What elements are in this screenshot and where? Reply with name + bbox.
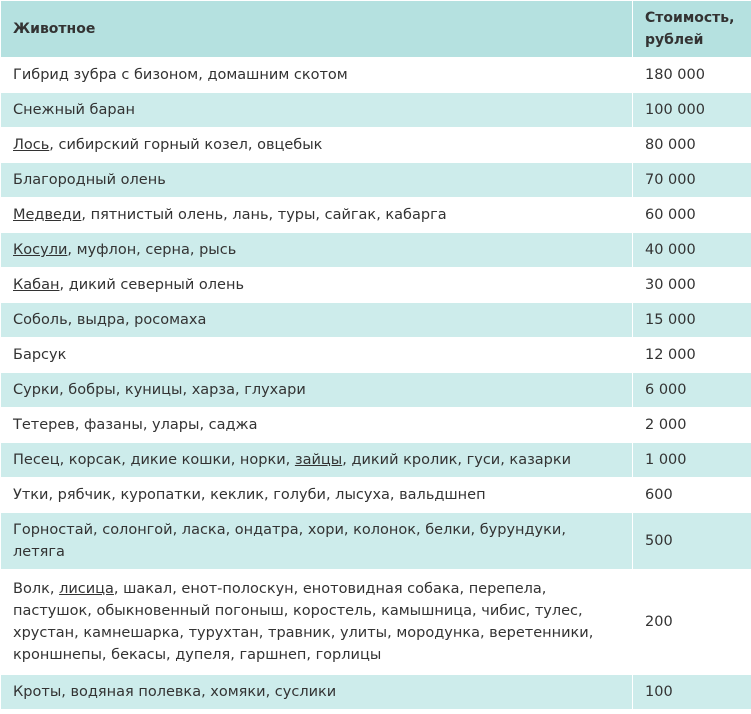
animal-text: , пятнистый олень, лань, туры, сайгак, кабарга xyxy=(81,207,447,223)
table-row xyxy=(1,303,751,338)
cost-cell: 80 000 xyxy=(633,128,751,163)
animal-cell xyxy=(1,128,633,163)
table-row xyxy=(1,675,751,710)
animal-cell xyxy=(1,233,633,268)
table-row xyxy=(1,408,751,443)
table-row xyxy=(1,338,751,373)
animal-text: Песец, корсак, дикие кошки, норки, xyxy=(13,452,295,468)
animal-text: Снежный баран xyxy=(13,102,135,118)
animal-link[interactable]: зайцы xyxy=(294,452,343,468)
cost-cell: 70 000 xyxy=(633,163,751,198)
header-row xyxy=(1,1,751,58)
animal-text: Волк, xyxy=(13,581,60,597)
header-animal: Животное xyxy=(1,1,633,58)
cost-cell: 6 000 xyxy=(633,373,751,408)
cost-cell: 100 000 xyxy=(633,93,751,128)
table-row xyxy=(1,478,751,513)
animal-text: Барсук xyxy=(13,347,67,363)
animal-text: , шакал, енот-полоскун, енотовидная собака, перепела, пастушок, обыкновенный погоныш, коростель, камышница, чибис, тулес, хрустан, камнешарка, турухтан, травник, улиты, мородунка, веретенники, кроншнепы, бекасы, дупеля, гаршнеп, горлицы xyxy=(13,581,594,663)
animal-cell xyxy=(1,163,633,198)
animal-cell xyxy=(1,408,633,443)
table-row xyxy=(1,128,751,163)
cost-cell: 2 000 xyxy=(633,408,751,443)
animal-cell xyxy=(1,373,633,408)
cost-cell: 40 000 xyxy=(633,233,751,268)
animal-cell xyxy=(1,338,633,373)
cost-cell: 1 000 xyxy=(633,443,751,478)
cost-cell: 100 xyxy=(633,675,751,710)
animal-text: Благородный олень xyxy=(13,172,166,188)
animal-cell xyxy=(1,198,633,233)
table-row xyxy=(1,443,751,478)
table-row xyxy=(1,268,751,303)
animal-cell xyxy=(1,478,633,513)
table-row xyxy=(1,233,751,268)
animal-text: Гибрид зубра с бизоном, домашним скотом xyxy=(13,67,348,83)
table-row xyxy=(1,513,751,570)
cost-cell: 12 000 xyxy=(633,338,751,373)
cost-cell: 180 000 xyxy=(633,58,751,93)
animal-cell xyxy=(1,303,633,338)
table-row xyxy=(1,373,751,408)
cost-cell: 60 000 xyxy=(633,198,751,233)
animal-text: Горностай, солонгой, ласка, ондатра, хори, колонок, белки, бурундуки, летяга xyxy=(13,522,566,560)
animal-text: Кроты, водяная полевка, хомяки, суслики xyxy=(13,684,337,700)
animal-cell xyxy=(1,570,633,675)
animal-link[interactable]: лисица xyxy=(59,581,114,597)
cost-cell: 15 000 xyxy=(633,303,751,338)
cost-cell: 200 xyxy=(633,570,751,675)
animal-text: Сурки, бобры, куницы, харза, глухари xyxy=(13,382,306,398)
cost-cell: 30 000 xyxy=(633,268,751,303)
animal-text: , дикий кролик, гуси, казарки xyxy=(342,452,572,468)
animal-cell xyxy=(1,513,633,570)
animal-text: Соболь, выдра, росомаха xyxy=(13,312,207,328)
animal-text: , сибирский горный козел, овцебык xyxy=(49,137,323,153)
animal-text: , муфлон, серна, рысь xyxy=(67,242,237,258)
table-row xyxy=(1,198,751,233)
animal-link[interactable]: Косули xyxy=(13,242,68,258)
animal-text: Утки, рябчик, куропатки, кеклик, голуби, лысуха, вальдшнеп xyxy=(13,487,486,503)
table-row xyxy=(1,163,751,198)
cost-cell: 600 xyxy=(633,478,751,513)
animal-link[interactable]: Медведи xyxy=(13,207,82,223)
table-row xyxy=(1,570,751,675)
header-cost: Стоимость, рублей xyxy=(633,1,751,58)
table-row xyxy=(1,93,751,128)
animal-cell xyxy=(1,268,633,303)
animal-text: Тетерев, фазаны, улары, саджа xyxy=(13,417,258,433)
animal-cell xyxy=(1,443,633,478)
table-row xyxy=(1,58,751,93)
animal-link[interactable]: Кабан xyxy=(13,277,60,293)
cost-cell: 500 xyxy=(633,513,751,570)
animal-cell xyxy=(1,675,633,710)
animal-link[interactable]: Лось xyxy=(13,137,50,153)
animal-cell xyxy=(1,58,633,93)
animal-cell xyxy=(1,93,633,128)
animal-text: , дикий северный олень xyxy=(59,277,244,293)
